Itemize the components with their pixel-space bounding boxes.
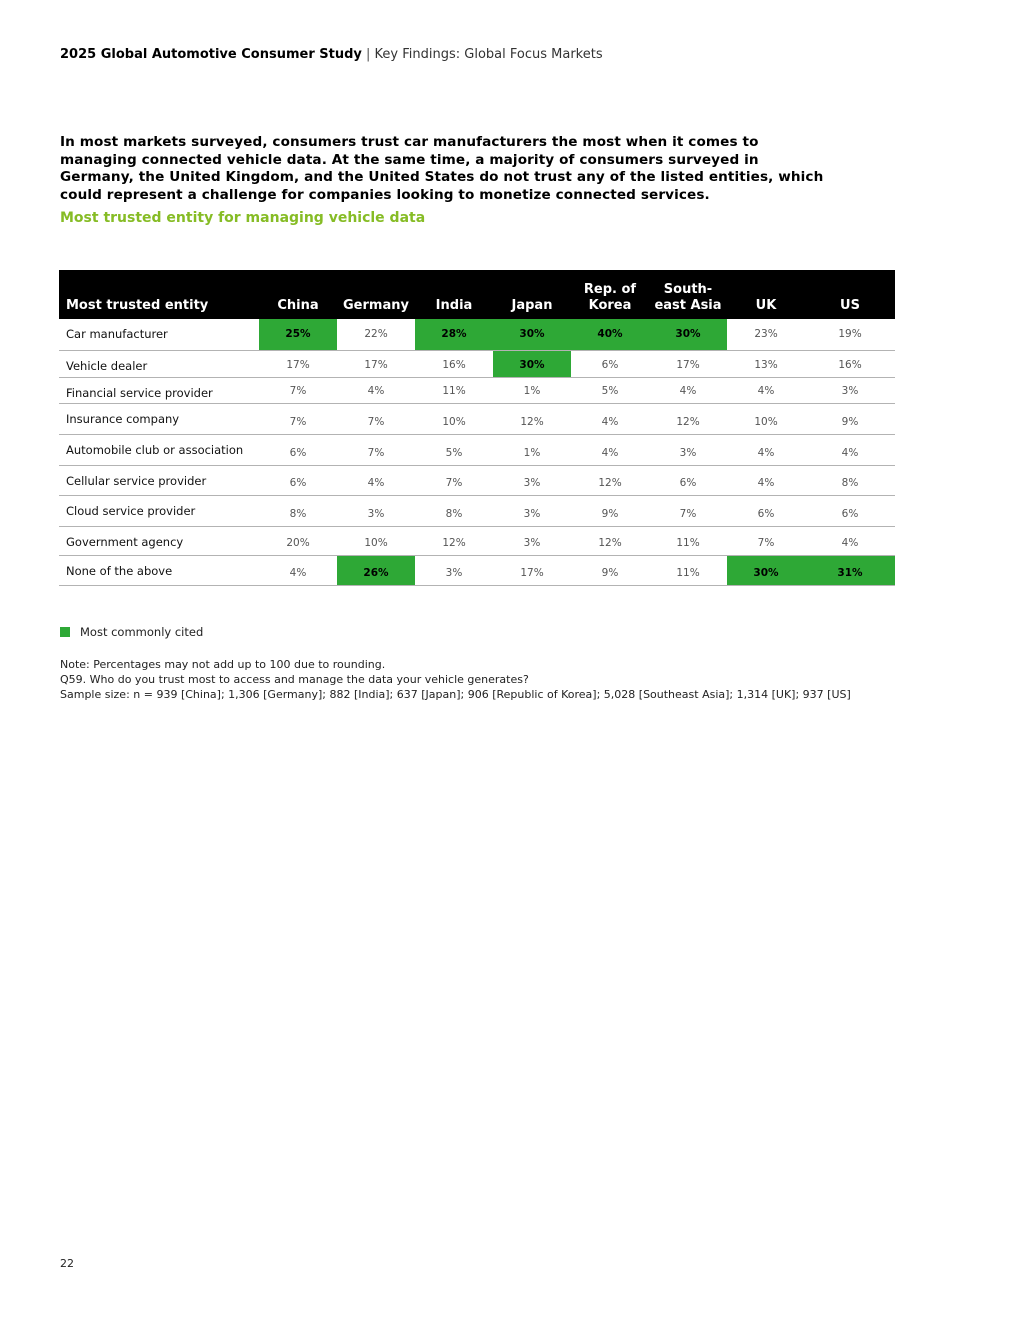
column-header-market (337, 270, 415, 319)
column-header-market (415, 270, 493, 319)
column-header-market (805, 270, 895, 319)
study-title: 2025 Global Automotive Consumer Study (60, 47, 362, 62)
cell-most-cited: 25% (259, 319, 337, 350)
legend-label: Most commonly cited (80, 625, 204, 639)
table-cell: 17% (493, 555, 571, 585)
table-cell: 17% (259, 350, 337, 377)
column-header-market (649, 270, 727, 319)
cell-most-cited: 30% (493, 350, 571, 377)
column-header-text: Germany (343, 298, 409, 313)
table-cell: 22% (337, 319, 415, 350)
note-question: Q59. Who do you trust most to access and manage the data your vehicle generates? (60, 673, 529, 686)
row-label: Cloud service provider (59, 495, 259, 526)
table-row (59, 555, 895, 585)
column-header-text: Korea (588, 298, 632, 313)
note-sample-size: Sample size: n = 939 [China]; 1,306 [Germany]; 882 [India]; 637 [Japan]; 906 [Republic of Korea]; 5,028 [Southeast Asia]; 1,314 [UK]; 937 [US] (60, 688, 851, 701)
table-cell: 5% (415, 434, 493, 465)
table-cell: 7% (415, 465, 493, 495)
row-label: Insurance company (59, 403, 259, 434)
cell-most-cited: 31% (805, 555, 895, 585)
table-cell: 6% (259, 434, 337, 465)
column-header-text: east Asia (654, 298, 722, 313)
header-separator: | (361, 47, 375, 62)
column-header-market (727, 270, 805, 319)
column-header-text: US (840, 298, 860, 313)
row-label: Cellular service provider (59, 465, 259, 495)
table-cell: 7% (727, 526, 805, 555)
table-cell: 8% (805, 465, 895, 495)
table-cell: 10% (727, 403, 805, 434)
table-cell: 4% (337, 377, 415, 403)
table-cell: 4% (259, 555, 337, 585)
column-header-market (259, 270, 337, 319)
chart-title: Most trusted entity for managing vehicle data (60, 210, 426, 226)
table-cell: 9% (571, 555, 649, 585)
table-cell: 4% (727, 465, 805, 495)
table-cell: 6% (649, 465, 727, 495)
cell-most-cited: 26% (337, 555, 415, 585)
row-label: Government agency (59, 526, 259, 555)
column-header-text: UK (755, 298, 777, 313)
table-row (59, 434, 895, 465)
table-row (59, 350, 895, 377)
table-cell: 17% (649, 350, 727, 377)
table-cell: 7% (649, 495, 727, 526)
table-cell: 17% (337, 350, 415, 377)
table-cell: 3% (415, 555, 493, 585)
column-header-entity: Most trusted entity (59, 270, 259, 319)
legend-swatch (60, 627, 70, 637)
table-cell: 4% (649, 377, 727, 403)
table-cell: 12% (649, 403, 727, 434)
column-header-text: Rep. of (583, 282, 637, 297)
column-header-text: Japan (511, 298, 553, 313)
table-cell: 11% (649, 526, 727, 555)
table-cell: 4% (727, 377, 805, 403)
table-cell: 23% (727, 319, 805, 350)
table-cell: 3% (337, 495, 415, 526)
table-row (59, 377, 895, 403)
cell-most-cited: 30% (649, 319, 727, 350)
table-cell: 10% (337, 526, 415, 555)
cell-most-cited: 30% (727, 555, 805, 585)
table-cell: 4% (571, 403, 649, 434)
table-row (59, 403, 895, 434)
table-cell: 6% (571, 350, 649, 377)
row-label: Car manufacturer (59, 319, 259, 350)
row-label: None of the above (59, 555, 259, 585)
table-cell: 6% (727, 495, 805, 526)
page-number: 22 (60, 1257, 74, 1270)
table-cell: 3% (493, 465, 571, 495)
table-cell: 16% (805, 350, 895, 377)
cell-most-cited: 28% (415, 319, 493, 350)
table-cell: 12% (493, 403, 571, 434)
table-row (59, 319, 895, 350)
table-cell: 12% (415, 526, 493, 555)
table-cell: 9% (805, 403, 895, 434)
table-cell: 3% (649, 434, 727, 465)
table-cell: 7% (259, 403, 337, 434)
table-cell: 3% (493, 495, 571, 526)
table-cell: 7% (337, 434, 415, 465)
footnotes (60, 657, 851, 702)
table-cell: 8% (259, 495, 337, 526)
table-cell: 6% (259, 465, 337, 495)
note-rounding: Note: Percentages may not add up to 100 due to rounding. (60, 658, 386, 671)
cell-most-cited: 30% (493, 319, 571, 350)
row-label: Financial service provider (59, 377, 259, 403)
table-cell: 12% (571, 526, 649, 555)
table-cell: 4% (571, 434, 649, 465)
running-header (60, 47, 603, 62)
table-cell: 4% (805, 526, 895, 555)
table-cell: 4% (337, 465, 415, 495)
table-cell: 4% (805, 434, 895, 465)
table-row (59, 465, 895, 495)
legend (60, 625, 203, 639)
table-cell: 19% (805, 319, 895, 350)
table-cell: 6% (805, 495, 895, 526)
table-cell: 11% (415, 377, 493, 403)
table-cell: 9% (571, 495, 649, 526)
section-title: Key Findings: Global Focus Markets (374, 47, 603, 62)
table-cell: 12% (571, 465, 649, 495)
table-cell: 5% (571, 377, 649, 403)
table-cell: 13% (727, 350, 805, 377)
table-cell: 10% (415, 403, 493, 434)
table-cell: 3% (805, 377, 895, 403)
column-header-text: South- (663, 282, 713, 297)
column-header-text: India (435, 298, 473, 313)
table-cell: 20% (259, 526, 337, 555)
table-cell: 7% (337, 403, 415, 434)
column-header-market (571, 270, 649, 319)
table-cell: 4% (727, 434, 805, 465)
table-cell: 1% (493, 434, 571, 465)
table-cell: 11% (649, 555, 727, 585)
column-header-market (493, 270, 571, 319)
cell-most-cited: 40% (571, 319, 649, 350)
table-cell: 8% (415, 495, 493, 526)
table-row (59, 495, 895, 526)
table-row (59, 526, 895, 555)
table-header-row (59, 270, 895, 319)
row-label: Automobile club or association (59, 434, 259, 465)
table-cell: 3% (493, 526, 571, 555)
trust-table (59, 270, 895, 586)
row-label: Vehicle dealer (59, 350, 259, 377)
table-cell: 7% (259, 377, 337, 403)
table-cell: 16% (415, 350, 493, 377)
table-body (59, 319, 895, 585)
headline: In most markets surveyed, consumers trust car manufacturers the most when it comes to managing connected vehicle data. At the same time, a majority of consumers surveyed in Germany, the United Kingdom, and the United States do not trust any of the listed entities, which could represent a challenge for companies looking to monetize connected services. (60, 134, 824, 203)
column-header-text: China (277, 298, 319, 313)
table-cell: 1% (493, 377, 571, 403)
